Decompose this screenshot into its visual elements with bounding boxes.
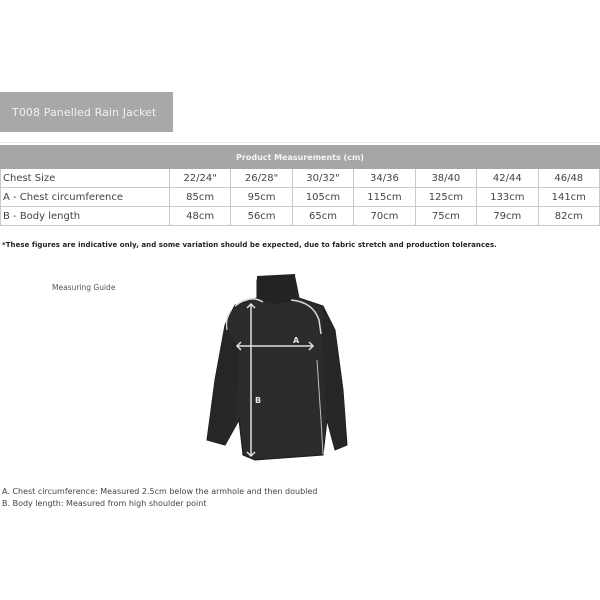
table-cell: 115cm bbox=[354, 188, 415, 207]
row-label: B - Body length bbox=[1, 207, 170, 226]
table-cell: 133cm bbox=[477, 188, 538, 207]
table-cell: 56cm bbox=[231, 207, 292, 226]
table-cell: 42/44 bbox=[477, 169, 538, 188]
table-cell: 105cm bbox=[292, 188, 353, 207]
table-cell: 82cm bbox=[538, 207, 599, 226]
table-cell: 79cm bbox=[477, 207, 538, 226]
table-cell: 95cm bbox=[231, 188, 292, 207]
row-label: A - Chest circumference bbox=[1, 188, 170, 207]
table-cell: 46/48 bbox=[538, 169, 599, 188]
table-cell: 70cm bbox=[354, 207, 415, 226]
table-row bbox=[1, 207, 600, 226]
table-cell: 34/36 bbox=[354, 169, 415, 188]
table-cell: 48cm bbox=[169, 207, 230, 226]
table-cell: 65cm bbox=[292, 207, 353, 226]
size-chart-table bbox=[0, 145, 600, 226]
marker-a: A bbox=[293, 336, 300, 345]
table-cell: 85cm bbox=[169, 188, 230, 207]
table-cell: 22/24" bbox=[169, 169, 230, 188]
table-cell: 125cm bbox=[415, 188, 476, 207]
product-title bbox=[0, 92, 173, 132]
marker-b: B bbox=[255, 396, 262, 405]
table-cell: 75cm bbox=[415, 207, 476, 226]
table-row bbox=[1, 188, 600, 207]
footnote-b: B. Body length: Measured from high shoulder point bbox=[2, 499, 207, 508]
disclaimer-note: *These figures are indicative only, and some variation should be expected, due to fabric stretch and production tolerances. bbox=[2, 241, 497, 249]
jacket-illustration bbox=[195, 270, 365, 470]
divider bbox=[0, 142, 600, 143]
footnote-a: A. Chest circumference: Measured 2.5cm below the armhole and then doubled bbox=[2, 487, 318, 496]
row-label: Chest Size bbox=[1, 169, 170, 188]
table-cell: 30/32" bbox=[292, 169, 353, 188]
table-cell: 141cm bbox=[538, 188, 599, 207]
table-cell: 38/40 bbox=[415, 169, 476, 188]
table-heading: Product Measurements (cm) bbox=[1, 146, 600, 169]
table-cell: 26/28" bbox=[231, 169, 292, 188]
jacket-icon bbox=[195, 270, 365, 470]
measuring-guide-label: Measuring Guide bbox=[52, 283, 116, 292]
table-row bbox=[1, 169, 600, 188]
product-title-text: T008 Panelled Rain Jacket bbox=[12, 105, 157, 119]
table-header-row bbox=[1, 146, 600, 169]
footnotes bbox=[2, 486, 317, 510]
